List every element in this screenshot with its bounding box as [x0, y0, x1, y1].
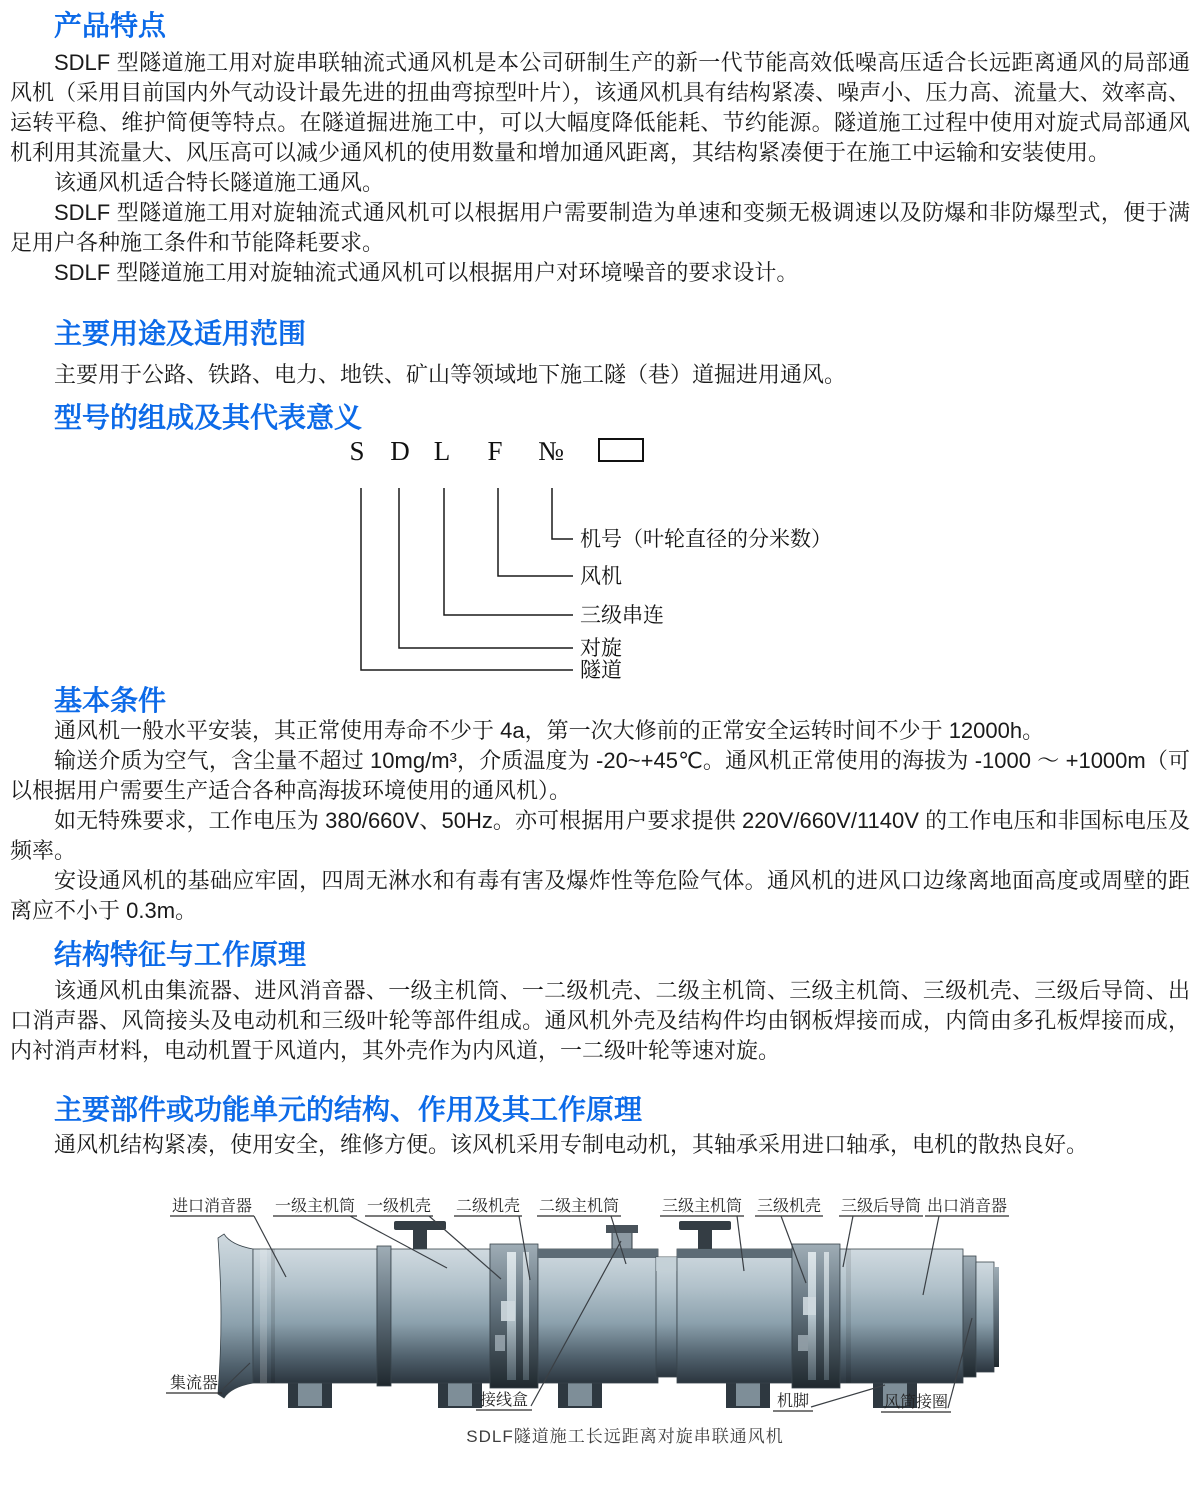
model-letter-no: №	[538, 436, 564, 466]
junction-box	[606, 1225, 638, 1251]
section-heading-main-components: 主要部件或功能单元的结构、作用及其工作原理	[54, 1094, 643, 1125]
connector-line-s	[361, 488, 573, 670]
model-label-fan-number: 机号（叶轮直径的分米数）	[580, 528, 832, 551]
model-letter-d: D	[390, 436, 410, 466]
paragraph: 通风机结构紧凑，使用安全，维修方便。该风机采用专制电动机，其轴承采用进口轴承，电机的散热良好。	[54, 1132, 1089, 1157]
part-label: 机脚	[776, 1393, 810, 1410]
model-label-three-stage-series: 三级串连	[580, 604, 664, 627]
paragraph: 该通风机由集流器、进风消音器、一级主机筒、一二级机壳、二级主机筒、三级主机筒、三级机壳、三级后导筒、出口消声器、风筒接头及电动机和三级叶轮等部件组成。通风机外壳及结构件均由钢板焊接而成，内筒由多孔板焊接而成，内衬消声材料，电动机置于风道内，其外壳作为内风道，一二级叶轮等速对旋。	[10, 978, 1190, 1063]
section-heading-main-uses: 主要用途及适用范围	[54, 318, 307, 349]
casing-joint	[490, 1244, 538, 1388]
connector-line-no	[552, 488, 573, 539]
model-letter-l: L	[433, 436, 451, 466]
fan-technical-drawing	[10, 1185, 1190, 1470]
part-label: 二级机壳	[455, 1198, 521, 1215]
part-label: 三级后导筒	[840, 1198, 922, 1215]
recessed-connector	[656, 1257, 677, 1377]
section-heading-model-meaning: 型号的组成及其代表意义	[54, 402, 363, 433]
part-label: 集流器	[169, 1375, 219, 1392]
paragraph: 如无特殊要求，工作电压为 380/660V、50Hz。亦可根据用户要求提供 220V/660V/1140V 的工作电压和非国标电压及频率。	[10, 808, 1190, 863]
paragraph: 安设通风机的基础应牢固，四周无淋水和有毒有害及爆炸性等危险气体。通风机的进风口边缘离地面高度或周壁的距离应不小于 0.3m。	[10, 868, 1190, 923]
part-label: 出口消音器	[926, 1198, 1008, 1215]
paragraph: SDLF 型隧道施工用对旋轴流式通风机可以根据用户对环境噪音的要求设计。	[54, 260, 799, 285]
section-heading-basic-conditions: 基本条件	[54, 685, 167, 716]
model-letter-s: S	[349, 436, 365, 466]
lifting-lug-icon	[394, 1221, 446, 1251]
part-label: 二级主机筒	[538, 1198, 620, 1215]
model-label-tunnel: 隧道	[580, 659, 622, 682]
paragraph: SDLF 型隧道施工用对旋串联轴流式通风机是本公司研制生产的新一代节能高效低噪高压适合长远距离通风的局部通风机（采用目前国内外气动设计最先进的扭曲弯掠型叶片），该通风机具有结构紧凑、噪声小、压力高、流量大、效率高、运转平稳、维护简便等特点。在隧道掘进施工中，可以大幅度降低能耗、节约能源。隧道施工过程中使用对旋式局部通风机利用其流量大、风压高可以减少通风机的使用数量和增加通风距离，其结构紧凑便于在施工中运输和安装使用。	[10, 50, 1190, 165]
duct-connection-ring	[976, 1262, 994, 1372]
part-label: 三级机壳	[756, 1198, 822, 1215]
part-label: 三级主机筒	[661, 1198, 743, 1215]
model-letter-f: F	[487, 436, 503, 466]
flange	[377, 1246, 391, 1386]
model-number-box	[599, 439, 643, 461]
paragraph: SDLF 型隧道施工用对旋轴流式通风机可以根据用户需要制造为单速和变频无极调速以及防爆和非防爆型式，便于满足用户各种施工条件和节能降耗要求。	[10, 200, 1190, 255]
part-label: 进口消音器	[171, 1198, 253, 1215]
paragraph: 输送介质为空气，含尘量不超过 10mg/m³，介质温度为 -20~+45℃。通风机正常使用的海拔为 -1000 ～ +1000m（可以根据用户需要生产适合各种高海拔环境使用的通风机）。	[10, 748, 1190, 803]
model-label-fan: 风机	[580, 565, 622, 588]
connector-line-f	[498, 488, 573, 576]
segment-stage3-barrel	[677, 1249, 792, 1383]
part-label: 接线盒	[479, 1392, 529, 1409]
lifting-lug-icon	[679, 1221, 731, 1251]
outlet-ring	[963, 1256, 976, 1377]
section-heading-structure-principle: 结构特征与工作原理	[54, 939, 307, 970]
paragraph: 主要用于公路、铁路、电力、地铁、矿山等领域地下施工隧（巷）道掘进用通风。	[54, 362, 847, 387]
paragraph: 通风机一般水平安装，其正常使用寿命不少于 4a，第一次大修前的正常安全运转时间不少于 12000h。	[54, 718, 1045, 743]
paragraph: 该通风机适合特长隧道施工通风。	[54, 170, 385, 195]
part-label: 一级机壳	[366, 1198, 432, 1215]
connector-line-l	[444, 488, 573, 615]
model-code-diagram	[10, 433, 1190, 683]
fan-body	[218, 1234, 999, 1398]
fan-top-labels	[172, 1197, 1007, 1215]
inlet-bell	[218, 1234, 253, 1398]
segment-stage1-barrel	[391, 1249, 490, 1383]
fan-diagram-caption: SDLF隧道施工长远距离对旋串联通风机	[466, 1427, 784, 1446]
section-heading-product-features: 产品特点	[54, 10, 167, 41]
part-label: 一级主机筒	[274, 1198, 356, 1215]
model-label-counter-rotating: 对旋	[580, 637, 622, 660]
connector-line-d	[399, 488, 573, 648]
segment-outlet-silencer	[840, 1249, 963, 1383]
part-label: 风筒接圈	[883, 1394, 949, 1411]
segment-stage2-barrel	[538, 1249, 658, 1383]
